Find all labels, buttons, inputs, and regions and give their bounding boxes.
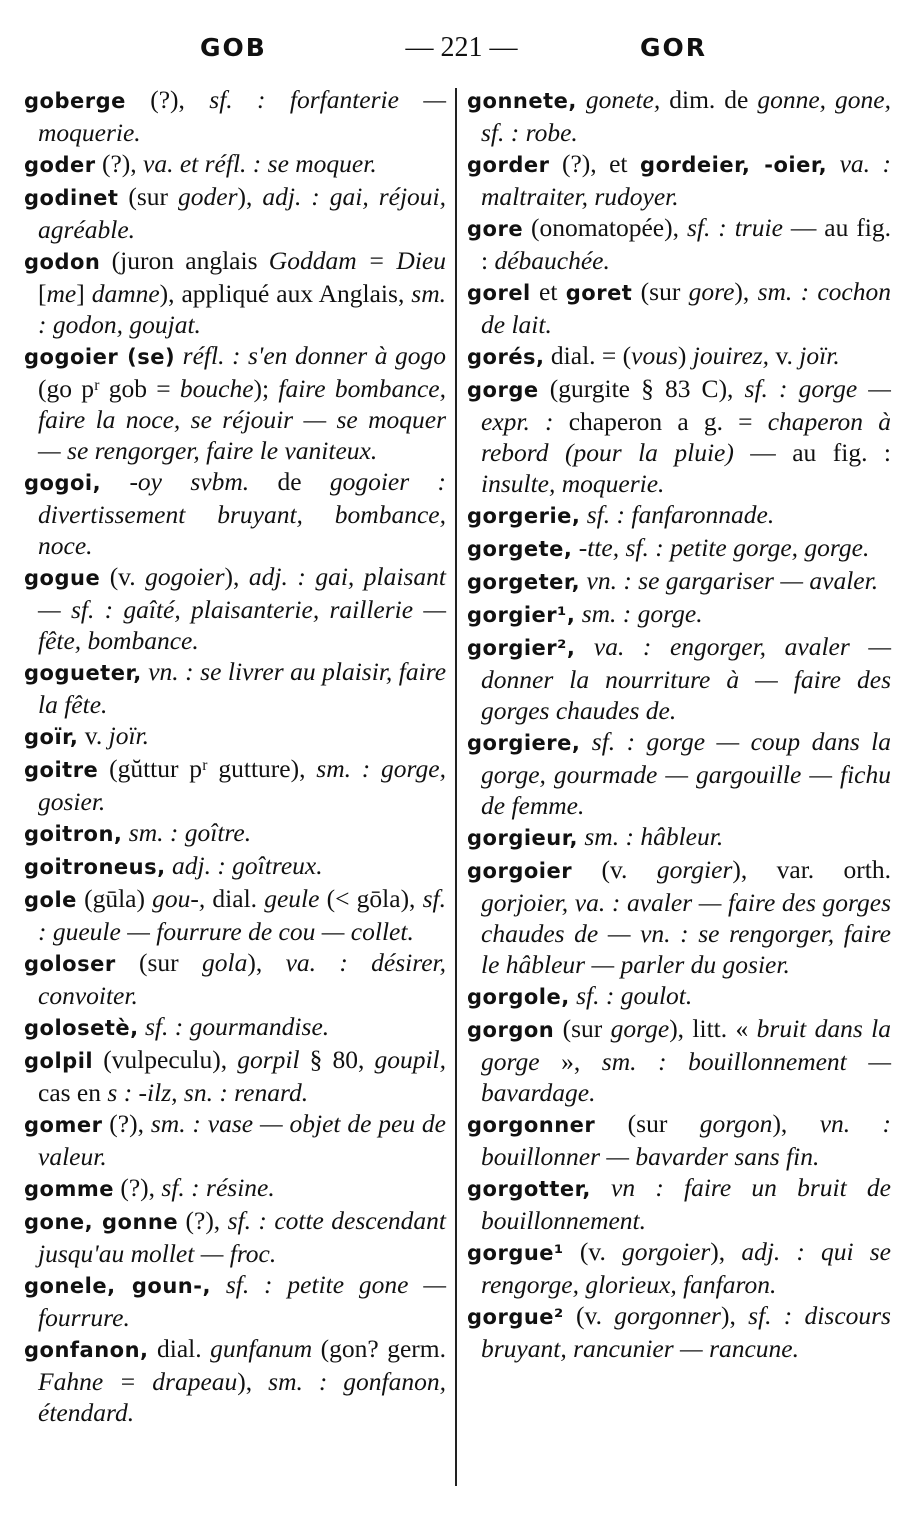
entry-text: adj. : gai, réjoui, agréable. [38, 182, 446, 244]
dictionary-entry [467, 84, 891, 148]
entry-text: (v. [100, 562, 146, 591]
entry-headword: gorgotter, [467, 1177, 591, 1201]
dictionary-entry [24, 84, 446, 148]
entry-text: gorge [610, 1014, 670, 1043]
entry-text: ), appliqué aux Anglais, [159, 279, 412, 308]
entry-headword: gorgue¹ [467, 1241, 564, 1265]
entry-text: vn : faire un bruit de bouillonnement. [481, 1173, 891, 1235]
entry-text: s : -ilz, sn. : renard. [107, 1078, 309, 1107]
dictionary-entry [24, 466, 446, 561]
entry-text: sf. : fanfaronnade. [586, 500, 775, 529]
entry-text: (?), [102, 1109, 151, 1138]
entry-headword: gole [24, 888, 77, 912]
running-head-left: GOB [200, 33, 267, 62]
entry-text: chaperon a g. = [553, 407, 768, 436]
entry-text [101, 467, 129, 496]
entry-text: ), [710, 1237, 742, 1266]
entry-text: gorgon [699, 1109, 773, 1138]
entry-headword: gogoi, [24, 471, 102, 495]
dictionary-entry [24, 850, 446, 883]
entry-text: geule [264, 884, 320, 913]
entry-text: vn. : bouillonner — bavarder sans fin. [481, 1109, 891, 1171]
entry-text [591, 1173, 611, 1202]
entry-headword: gorgier², [467, 636, 576, 660]
entry-text: (v. [563, 1301, 615, 1330]
entry-headword: golpil [24, 1049, 94, 1073]
entry-text [575, 632, 594, 661]
entry-headword: goder [24, 153, 96, 177]
entry-text: va. : désirer, convoiter. [38, 948, 446, 1010]
entry-text: cas en [38, 1078, 108, 1107]
entry-text: damne [91, 279, 160, 308]
dictionary-entry [467, 532, 891, 565]
entry-text: § 80, [299, 1045, 375, 1074]
entry-text: sf. : gorge — expr. : [481, 374, 891, 436]
dictionary-entry [467, 212, 891, 276]
entry-headword: gorgole, [467, 985, 570, 1009]
dictionary-entry [467, 598, 891, 631]
entry-text: gorgier [656, 855, 733, 884]
entry-text: adj. : qui se rengorge, glorieux, fanfaron. [481, 1237, 891, 1299]
dictionary-entry [24, 1172, 446, 1205]
entry-headword: gogue [24, 566, 101, 590]
dictionary-entry [467, 631, 891, 726]
entry-headword: gorgeter, [467, 570, 581, 594]
entry-text: (sur [632, 277, 689, 306]
dictionary-entry [467, 821, 891, 854]
dictionary-entry [24, 656, 446, 720]
page-number: — 221 — [405, 32, 518, 63]
entry-text: sm. : vase — objet de peu de valeur. [38, 1109, 446, 1171]
dictionary-entry [24, 340, 446, 466]
entry-text [175, 341, 183, 370]
entry-text: sm. : cochon de lait. [481, 277, 892, 339]
entry-text: gou-, [152, 884, 206, 913]
dictionary-entry [24, 181, 446, 245]
entry-headword: gorge [467, 378, 539, 402]
entry-text: ), [237, 1367, 269, 1396]
entry-text: sf. : résine. [161, 1173, 275, 1202]
entry-text: — au fig. : [481, 213, 891, 275]
entry-text: sf. : goulot. [576, 981, 693, 1010]
entry-text: sm. : bouillonnement — bavardage. [481, 1047, 891, 1107]
entry-text: (?), [95, 149, 144, 178]
entry-text: (juron anglais [100, 246, 269, 275]
entry-text: gore [688, 277, 735, 306]
entry-headword: gorgete, [467, 537, 573, 561]
entry-text: (sur [595, 1109, 700, 1138]
dictionary-entry [467, 499, 891, 532]
entry-text: (onomatopée), [523, 213, 687, 242]
entry-text: sf. : forfanterie — moquerie. [38, 85, 446, 147]
dictionary-entry [467, 854, 891, 980]
entry-text: sf. : discours bruyant, rancunier — rancune. [481, 1301, 891, 1363]
entry-text: sm. : godon, goujat. [38, 279, 446, 339]
entry-text: (sur [118, 182, 179, 211]
entry-text: sf. : gorge — coup dans la gorge, gourmade — gargouille — fichu de femme. [481, 727, 891, 820]
entry-text [211, 1270, 226, 1299]
entry-text: (?), [125, 85, 210, 114]
left-column [24, 84, 446, 1428]
entry-text: gorgoier [621, 1237, 711, 1266]
dictionary-entry [467, 276, 891, 340]
entry-text: (?), [113, 1173, 162, 1202]
entry-text: faire bombance, faire la noce, se réjouir — se moquer — se rengorger, faire le vaniteux. [38, 374, 446, 465]
dictionary-entry [467, 373, 891, 499]
right-column [467, 84, 891, 1364]
entry-text: (go pʳ gob = [38, 374, 180, 403]
entry-headword: gorgonner [467, 1113, 596, 1137]
entry-variant-headword: goret [565, 281, 633, 305]
dictionary-entry [467, 1300, 891, 1364]
dictionary-entry [467, 980, 891, 1013]
dictionary-entry [24, 1333, 446, 1428]
dictionary-entry [24, 1044, 446, 1108]
entry-headword: gore [467, 217, 524, 241]
entry-text: gonete, [585, 85, 661, 114]
dictionary-entry [24, 1011, 446, 1044]
entry-text: sf. : truie [686, 213, 783, 242]
entry-headword: gogueter, [24, 661, 142, 685]
entry-text: bouche [179, 374, 254, 403]
entry-headword: gorgieur, [467, 826, 578, 850]
entry-headword: gonele, goun-, [24, 1274, 211, 1298]
entry-headword: gone, gonne [24, 1210, 179, 1234]
entry-text: jouirez, [692, 341, 770, 370]
entry-text: sm. : gonfanon, étendard. [38, 1367, 446, 1427]
entry-text: v. [769, 341, 800, 370]
entry-headword: gorgue² [467, 1305, 564, 1329]
entry-headword: goitron, [24, 822, 123, 846]
entry-text: gorpil [237, 1045, 300, 1074]
entry-text: (sur [554, 1014, 611, 1043]
entry-text: sf. : gourmandise. [144, 1012, 330, 1041]
entry-headword: gomer [24, 1113, 103, 1137]
dictionary-entry [24, 1269, 446, 1333]
entry-text: ), [247, 948, 286, 977]
dictionary-entry [467, 565, 891, 598]
entry-text: joïr. [108, 721, 150, 750]
entry-text: insulte, moquerie. [481, 469, 665, 498]
entry-text: (?), et [549, 149, 641, 178]
entry-text: me [46, 279, 77, 308]
entry-text: -tte, sf. : petite gorge, gorge. [578, 533, 870, 562]
entry-text: ), [734, 277, 758, 306]
dictionary-entry [467, 1108, 891, 1172]
entry-text: gola [202, 948, 248, 977]
entry-text [577, 85, 586, 114]
entry-headword: goitroneus, [24, 855, 166, 879]
entry-text: de [249, 467, 330, 496]
entry-text: bruit dans la gorge [481, 1014, 891, 1076]
entry-headword: gorgoier [467, 859, 573, 883]
dictionary-entry [24, 720, 446, 753]
entry-text: vn. : se livrer au plaisir, faire la fête. [38, 657, 447, 719]
page-header [0, 28, 923, 68]
entry-text: (?), [178, 1206, 228, 1235]
entry-headword: gomme [24, 1177, 114, 1201]
entry-text: dial. [205, 884, 265, 913]
dictionary-entry [467, 1172, 891, 1236]
dictionary-entry [467, 726, 891, 821]
entry-text: sf. : gueule — fourrure de cou — collet. [38, 884, 446, 946]
entry-headword: gonnete, [467, 89, 577, 113]
entry-headword: gorgier¹, [467, 603, 576, 627]
entry-text: ] [76, 279, 92, 308]
entry-text: gogoier [145, 562, 225, 591]
entry-text: [ [38, 279, 47, 308]
entry-text: sf. : cotte descendant jusqu'au mollet — froc. [38, 1206, 446, 1268]
entry-headword: gorder [467, 153, 550, 177]
entry-headword: goloser [24, 952, 116, 976]
entry-text [580, 727, 591, 756]
dictionary-entry [467, 1013, 891, 1108]
dictionary-entry [24, 1108, 446, 1172]
dictionary-entry [24, 245, 446, 340]
entry-text [827, 149, 840, 178]
entry-text: vn. : se gargariser — avaler. [586, 566, 879, 595]
entry-text: dial. [148, 1334, 211, 1363]
dictionary-entry [24, 561, 446, 656]
entry-text: ), var. orth. [732, 855, 891, 884]
entry-text: goder [178, 182, 238, 211]
running-head-right: GOR [640, 33, 708, 62]
dictionary-entry [467, 148, 891, 212]
entry-headword: gorel [467, 281, 531, 305]
entry-headword: golosetè, [24, 1016, 139, 1040]
entry-text: sm. : gorge. [581, 599, 703, 628]
entry-text: », [539, 1047, 602, 1076]
entry-headword: godinet [24, 186, 119, 210]
entry-text: Goddam = Dieu [268, 246, 446, 275]
entry-text: gonne, gone, sf. : robe. [481, 85, 891, 147]
entry-text: (< gōla), [319, 884, 423, 913]
column-divider [455, 88, 457, 1486]
entry-text: -oy svbm. [129, 467, 250, 496]
entry-text: (v. [572, 855, 657, 884]
entry-text: ), [224, 562, 249, 591]
entry-text: gunfanum [210, 1334, 313, 1363]
dictionary-entry [467, 1236, 891, 1300]
entry-text: ), [772, 1109, 820, 1138]
entry-headword: gorgiere, [467, 731, 581, 755]
entry-text: et [530, 277, 566, 306]
dictionary-entry [24, 947, 446, 1011]
entry-headword: gorgerie, [467, 504, 581, 528]
entry-text: dial. = ( [544, 341, 632, 370]
entry-text: goupil, [374, 1045, 446, 1074]
entry-text: sm. : hâbleur. [584, 822, 724, 851]
entry-headword: goitre [24, 758, 99, 782]
entry-text: (gŭttur pʳ gutture), [98, 754, 317, 783]
entry-text: (gurgite § 83 C), [538, 374, 745, 403]
dictionary-entry [24, 148, 446, 181]
entry-text: v. [78, 721, 109, 750]
entry-text: ), [237, 182, 263, 211]
entry-headword: godon [24, 250, 101, 274]
entry-headword: goïr, [24, 725, 79, 749]
entry-text: — au fig. : [733, 438, 891, 467]
entry-text: vous [631, 341, 678, 370]
entry-text: débauchée. [494, 246, 610, 275]
entry-text: sm. : goître. [128, 818, 252, 847]
entry-headword: gorgon [467, 1018, 555, 1042]
entry-headword: gonfanon, [24, 1338, 149, 1362]
entry-text: ) [677, 341, 693, 370]
entry-text: Fahne = drapeau [38, 1367, 238, 1396]
entry-text: va. : maltraiter, rudoyer. [481, 149, 892, 211]
entry-text: gogoier : divertissement bruyant, bombance, noce. [38, 467, 446, 560]
entry-headword: goberge [24, 89, 126, 113]
entry-text: gorgonner [614, 1301, 721, 1330]
entry-text: va. : engorger, avaler — donner la nourriture à — faire des gorges chaudes de. [481, 632, 892, 725]
entry-text: réfl. : s'en donner à gogo [182, 341, 447, 370]
dictionary-entry [467, 340, 891, 373]
entry-text: chaperon à rebord (pour la pluie) [481, 407, 891, 467]
entry-headword: gogoier (se) [24, 345, 176, 369]
entry-text: sm. : gorge, gosier. [38, 754, 446, 816]
entry-text: ), litt. « [669, 1014, 757, 1043]
dictionary-entry [24, 817, 446, 850]
entry-headword: gorés, [467, 345, 545, 369]
entry-text: dim. de [660, 85, 758, 114]
dictionary-entry [24, 1205, 446, 1269]
entry-variant-headword: gordeier, -oier, [640, 153, 828, 177]
entry-text: (vulpeculu), [93, 1045, 238, 1074]
entry-text: gorjoier, va. : avaler — faire des gorges chaudes de — vn. : se rengorger, faire le hâbleur — parler du gosier. [481, 888, 891, 979]
entry-text: joïr. [799, 341, 840, 370]
entry-text: adj. : gai, plaisant — sf. : gaîté, plaisanterie, raillerie — fête, bombance. [38, 562, 446, 655]
entry-text: va. et réfl. : se moquer. [143, 149, 377, 178]
entry-text: ), [721, 1301, 749, 1330]
dictionary-entry [24, 883, 446, 947]
entry-text: (sur [115, 948, 203, 977]
entry-text: sf. : petite gone — fourrure. [38, 1270, 447, 1332]
entry-text: (v. [563, 1237, 622, 1266]
entry-text: (gon? germ. [312, 1334, 446, 1363]
entry-text: ); [253, 374, 279, 403]
entry-text: adj. : goîtreux. [171, 851, 323, 880]
dictionary-entry [24, 753, 446, 817]
entry-text: (gūla) [76, 884, 153, 913]
